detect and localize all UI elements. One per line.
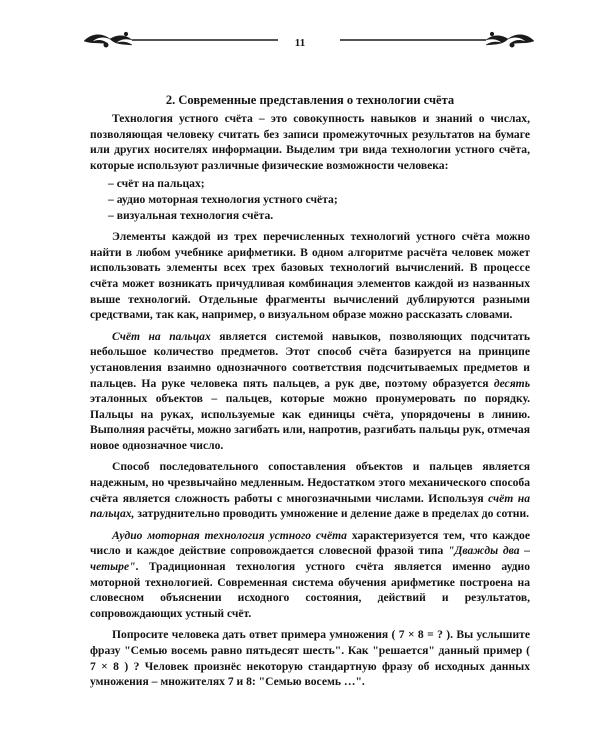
page-content bbox=[90, 92, 530, 690]
section-title: 2. Современные представления о технологии счёта bbox=[165, 93, 455, 107]
paragraph-comparison bbox=[90, 459, 530, 521]
paragraph-example: Попросите человека дать ответ примера умножения ( 7 × 8 = ? ). Вы услышите фразу "Семью восемь равно пятьдесят шесть". Как "решается" данный пример ( 7 × 8 ) ? Человек произнёс некоторую стандартную фразу об исходных данных умножения – множителях 7 и 8: "Семью восемь …". bbox=[90, 628, 530, 689]
paragraph-text: . Традиционная технология устного счёта является именно аудио моторной технологией. Современная система обучения арифметике построена на словесном объяснении исходного состояния, действий и результатов, сопровождающих устный счёт. bbox=[90, 560, 530, 620]
paragraph-text: является системой навыков, позволяющих подсчитать небольшое количество предметов. Этот способ счёта базируется на принципе установления взаимно однозначного соответствия подсчитываемых предметов и пальцев. На руке человека пять пальцев, а рук две, поэтому образуется bbox=[90, 329, 530, 390]
emphasis-term: Счёт на пальцах bbox=[112, 329, 211, 343]
paragraph-elements: Элементы каждой из трех перечисленных технологий устного счёта можно найти в любом учебнике арифметики. В одном алгоритме расчёта человек может использовать элементы всех трех базовых технологий вычислений. В процессе счёта может возникать причудливая комбинация элементов каждой из названных выше технологий. Отдельные фрагменты вычислений дублируются разными средствами, так как, например, о визуальном образе можно рассказать словами. bbox=[90, 230, 530, 322]
paragraph-definition: Технология устного счёта – это совокупность навыков и знаний о числах, позволяющая человеку считать без записи промежуточных результатов на бумаге или других носителях информации. Выделим три вида технологии устного счёта, которые используют различные физические возможности человека: bbox=[90, 112, 530, 172]
right-flourish-icon bbox=[466, 32, 534, 47]
left-flourish-icon bbox=[84, 32, 152, 47]
paragraph-finger-counting bbox=[90, 329, 530, 454]
list-item: – визуальная технология счёта. bbox=[108, 208, 274, 222]
emphasis-term: Аудио моторная технология устного счёта bbox=[112, 528, 347, 542]
emphasis-quote: "Дважды два – четыре" bbox=[90, 544, 530, 574]
emphasis-term: десять bbox=[493, 376, 530, 390]
page-number: 11 bbox=[294, 37, 306, 49]
technology-list bbox=[90, 176, 530, 223]
list-item: – аудио моторная технология устного счёта; bbox=[108, 192, 338, 206]
emphasis-term: счёт на пальцах, bbox=[90, 491, 531, 521]
paragraph-text: характеризуется тем, что каждое число и каждое действие сопровождается словесной фразой типа bbox=[90, 528, 530, 558]
paragraph-text: эталонных объектов – пальцев, которые можно пронумеровать по порядку. Пальцы на руках, используемые как единицы счёта, упорядочены в линию. Выполняя расчёты, можно загибать или, напротив, разгибать пальцы рук, отмечая новое однозначное число. bbox=[90, 392, 530, 452]
paragraph-text: Способ последовательного сопоставления объектов и пальцев является надежным, но чрезвычайно медленным. Недостатком этого механического способа счёта является сложность работы с многозначными числами. Используя bbox=[90, 460, 530, 505]
list-item: – счёт на пальцах; bbox=[108, 177, 205, 191]
paragraph-text: затруднительно проводить умножение и деление даже в пределах до сотни. bbox=[134, 507, 530, 521]
paragraph-audio-motor bbox=[90, 528, 530, 622]
